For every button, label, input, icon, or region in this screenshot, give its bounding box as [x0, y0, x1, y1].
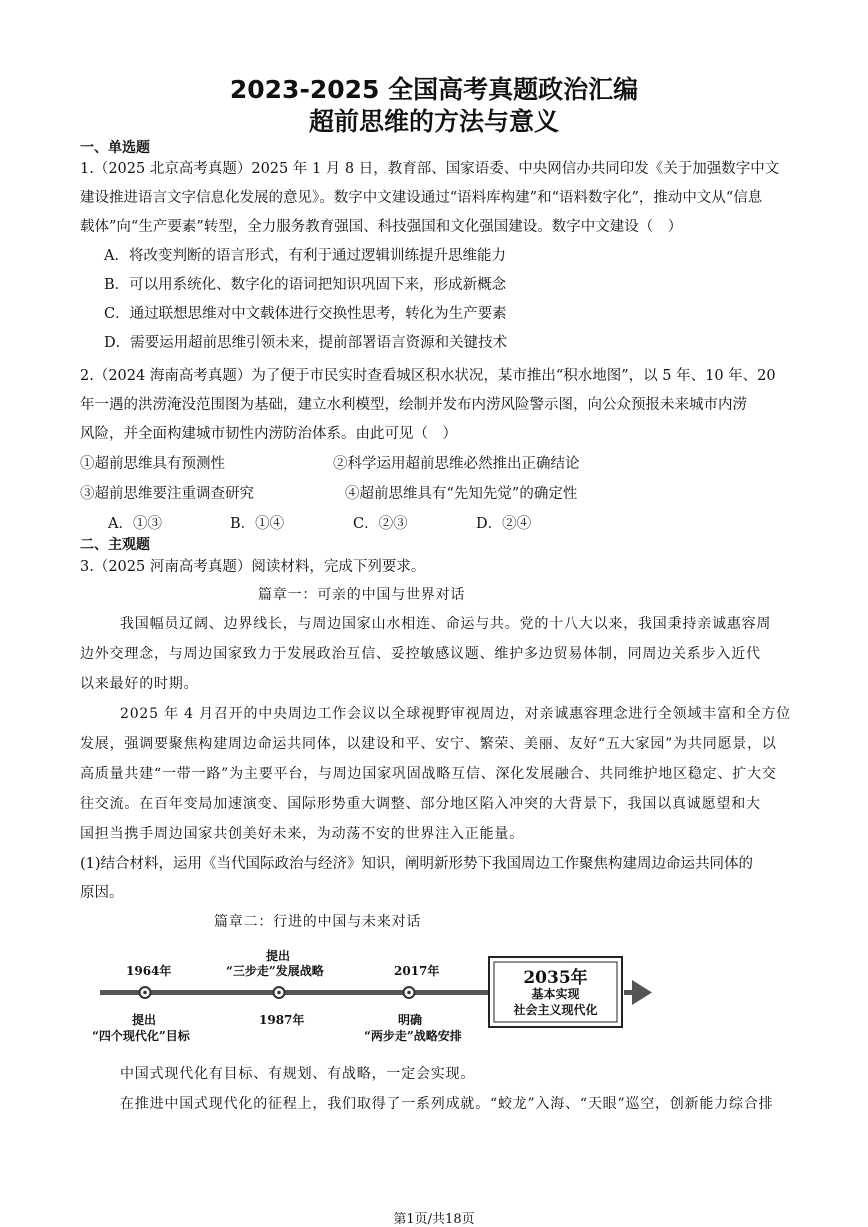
q2-item-1: ①超前思维具有预测性 — [80, 456, 225, 472]
q1-option-c: C．通过联想思维对中文载体进行交换性思考，转化为生产要素 — [104, 306, 507, 322]
q3-intro: 3.（2025 河南高考真题）阅读材料，完成下列要求。 — [80, 559, 426, 575]
q1-option-b: B．可以用系统化、数字化的语词把知识巩固下来，形成新概念 — [104, 277, 507, 293]
q2-item-4: ④超前思维具有“先知先觉”的确定性 — [345, 486, 578, 502]
timeline-note-2017-b: “两步走”战略安排 — [364, 1029, 462, 1043]
goal-line-2: 社会主义现代化 — [513, 1003, 598, 1017]
q1-option-d: D．需要运用超前思维引领未来，提前部署语言资源和关键技术 — [104, 335, 508, 351]
timeline-year-2017: 2017年 — [394, 964, 440, 978]
chapter-two-heading: 篇章二：行进的中国与未来对话 — [214, 914, 422, 930]
milestone-1964-dot — [143, 991, 147, 995]
q1-option-a: A．将改变判断的语言形式，有利于通过逻辑训练提升思维能力 — [104, 248, 506, 264]
q2-line: 年一遇的洪涝淹没范围图为基础，建立水利模型，绘制并发布内涝风险警示图，向公众预报未来城市内涝 — [80, 397, 747, 413]
page-subtitle: 超前思维的方法与意义 — [308, 107, 559, 136]
para1-line: 我国幅员辽阔、边界线长，与周边国家山水相连、命运与共。党的十八大以来，我国秉持亲诚惠容周 — [120, 616, 772, 632]
section-heading-single-choice: 一、单选题 — [80, 140, 150, 156]
milestone-2017-dot — [407, 991, 411, 995]
q1-line: 1.（2025 北京高考真题）2025 年 1 月 8 日，教育部、国家语委、中央网信办共同印发《关于加强数字中文 — [80, 161, 780, 177]
q2-line: 2.（2024 海南高考真题）为了便于市民实时查看城区积水状况，某市推出“积水地图”，以 5 年、10 年、20 — [80, 368, 776, 384]
chapter-one-heading: 篇章一：可亲的中国与世界对话 — [258, 587, 466, 603]
q2-choice-d: D．②④ — [476, 516, 532, 532]
page-title: 2023-2025 全国高考真题政治汇编 — [229, 75, 639, 104]
goal-year: 2035年 — [523, 968, 588, 988]
subquestion-1-line: 原因。 — [80, 885, 124, 901]
q2-item-2: ②科学运用超前思维必然推出正确结论 — [333, 456, 580, 472]
section-heading-subjective: 二、主观题 — [80, 537, 150, 553]
para2-line: 高质量共建“一带一路”为主要平台，与周边国家巩固战略互信、深化发展融合、共同维护地区稳定、扩大交 — [80, 766, 777, 782]
q2-item-3: ③超前思维要注重调查研究 — [80, 486, 254, 502]
para3: 中国式现代化有目标、有规划、有战略，一定会实现。 — [120, 1066, 476, 1082]
timeline-note-1964-b: “四个现代化”目标 — [92, 1029, 190, 1043]
para4: 在推进中国式现代化的征程上，我们取得了一系列成就。“蛟龙”入海、“天眼”巡空，创新能力综合排 — [120, 1096, 774, 1112]
milestone-1987-dot — [277, 991, 281, 995]
timeline-year-1964: 1964年 — [126, 964, 172, 978]
timeline-note-1964-a: 提出 — [132, 1013, 157, 1027]
para1-line: 边外交理念，与周边国家致力于发展政治互信、妥控敏感议题、维护多边贸易体制，同周边关系步入近代 — [80, 646, 761, 662]
timeline-bar — [100, 990, 490, 995]
goal-line-1: 基本实现 — [531, 987, 580, 1001]
timeline-note-2017-a: 明确 — [398, 1013, 423, 1027]
para2-line: 国担当携手周边国家共创美好未来，为动荡不安的世界注入正能量。 — [80, 826, 524, 842]
timeline-arrow-head — [632, 980, 652, 1005]
para2-line: 2025 年 4 月召开的中央周边工作会议以全球视野审视周边，对亲诚惠容理念进行全领域丰富和全方位 — [120, 706, 792, 722]
page-footer: 第1页/共18页 — [393, 1212, 475, 1227]
q2-line: 风险，并全面构建城市韧性内涝防治体系。由此可见（ ） — [80, 426, 457, 442]
timeline-year-1987: 1987年 — [259, 1013, 305, 1027]
subquestion-1-line: (1)结合材料，运用《当代国际政治与经济》知识，阐明新形势下我国周边工作聚焦构建周边命运共同体的 — [80, 856, 754, 872]
timeline-note-1987-b: “三步走”发展战略 — [226, 964, 324, 978]
q2-choice-c: C．②③ — [353, 516, 408, 532]
q1-line: 建设推进语言文字信息化发展的意见》。数字中文建设通过“语料库构建”和“语料数字化”，推动中文从“信息 — [80, 190, 763, 206]
para2-line: 往交流。在百年变局加速演变、国际形势重大调整、部分地区陷入冲突的大背景下，我国以真诚愿望和大 — [80, 796, 761, 812]
para2-line: 发展，强调要聚焦构建周边命运共同体，以建设和平、安宁、繁荣、美丽、友好“五大家园”为共同愿景，以 — [80, 736, 777, 752]
timeline-figure — [92, 945, 666, 1045]
q1-line: 载体”向“生产要素”转型，全力服务教育强国、科技强国和文化强国建设。数字中文建设（ ） — [80, 219, 683, 235]
para1-line: 以来最好的时期。 — [80, 676, 199, 692]
timeline-note-1987-a: 提出 — [266, 949, 291, 963]
q2-choice-a: A．①③ — [108, 516, 162, 532]
q2-choice-b: B．①④ — [230, 516, 285, 532]
